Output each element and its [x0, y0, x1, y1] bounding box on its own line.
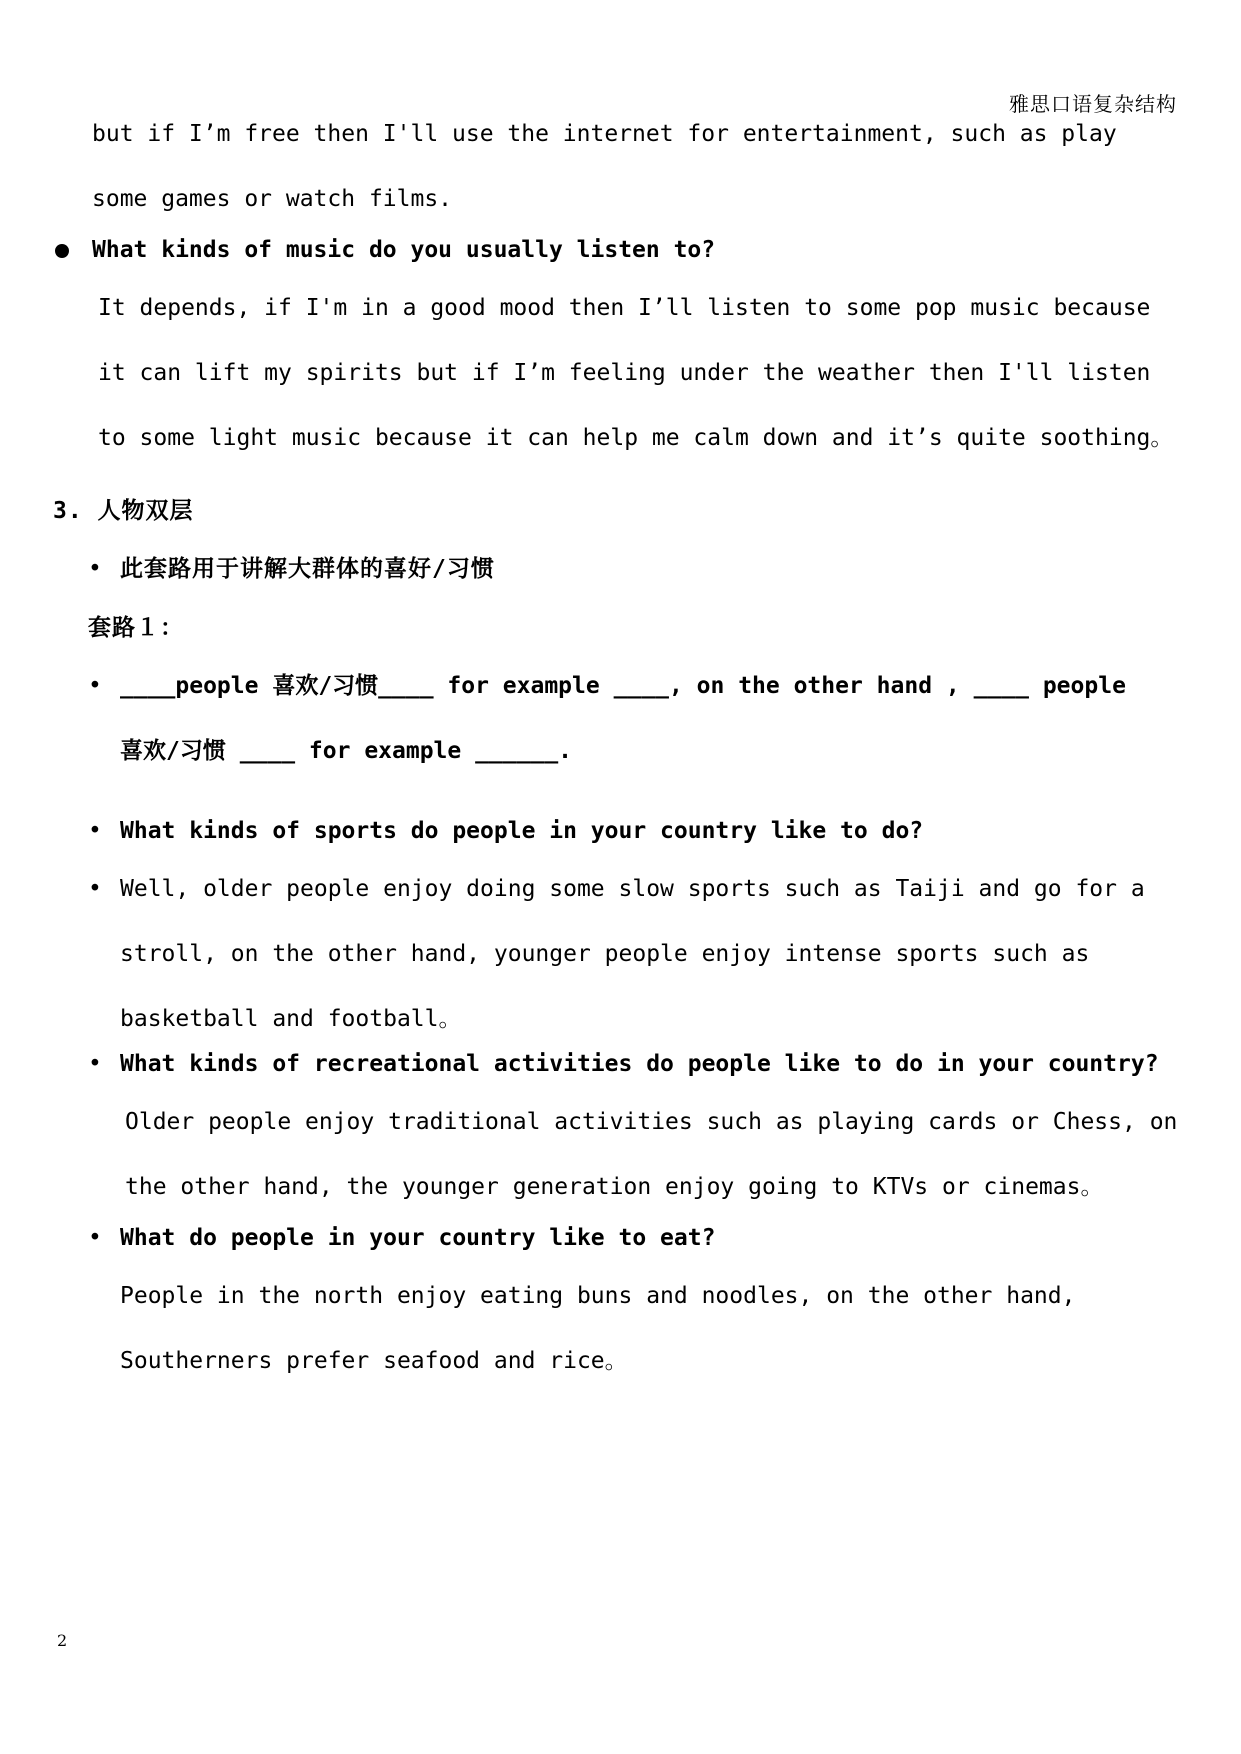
answer-line: it can lift my spirits but if I’m feeling under the weather then I'll listen	[98, 360, 1151, 386]
section-title: 3. 人物双层	[53, 498, 194, 524]
pattern-label-text: 套路１：	[88, 615, 184, 641]
pattern-label	[88, 596, 184, 661]
section-note	[120, 537, 495, 602]
pattern-template	[120, 654, 1126, 784]
answer-line: the other hand, the younger generation enjoy going to KTVs or cinemas。	[125, 1174, 1104, 1200]
answer-line: basketball and football。	[120, 1006, 462, 1032]
question-text: What kinds of sports do people in your country like to do?	[120, 818, 924, 844]
answer-line: People in the north enjoy eating buns and noodles, on the other hand,	[120, 1283, 1076, 1309]
question-music	[92, 218, 1056, 283]
bullet-icon: •	[88, 876, 102, 902]
bullet-icon: •	[88, 818, 102, 844]
paragraph-line: some games or watch films.	[92, 186, 453, 212]
intro-paragraph	[92, 102, 1117, 232]
question-text: What kinds of music do you usually listen to?	[92, 237, 716, 263]
bullet-icon: •	[88, 556, 102, 582]
answer-line: stroll, on the other hand, younger people enjoy intense sports such as	[120, 941, 1090, 967]
note-text: 此套路用于讲解大群体的喜好/习惯	[120, 556, 495, 582]
answer-line: Southerners prefer seafood and rice。	[120, 1348, 628, 1374]
answer-music	[98, 276, 1174, 471]
bullet-icon: •	[88, 1225, 102, 1251]
bullet-icon: •	[88, 1051, 102, 1077]
answer-line: Well, older people enjoy doing some slow sports such as Taiji and go for a	[120, 876, 1145, 902]
template-line: ____people 喜欢/习惯____ for example ____, on the other hand , ____ people	[120, 673, 1126, 699]
page-number: 2	[57, 1631, 68, 1650]
answer-eat	[120, 1264, 1076, 1394]
bullet-icon: •	[88, 673, 102, 699]
answer-sports	[120, 857, 1145, 1052]
bullet-dot-icon	[55, 244, 69, 258]
section-heading	[53, 479, 194, 544]
template-line: 喜欢/习惯 ____ for example ______.	[120, 738, 573, 764]
page-header: 雅思口语复杂结构	[1009, 92, 1177, 116]
answer-line: to some light music because it can help me calm down and it’s quite soothing。	[98, 425, 1174, 451]
question-text: What do people in your country like to eat?	[120, 1225, 716, 1251]
question-text: What kinds of recreational activities do people like to do in your country?	[120, 1051, 1159, 1077]
question-recreation	[120, 1032, 1159, 1097]
answer-line: It depends, if I'm in a good mood then I’ll listen to some pop music because	[98, 295, 1151, 321]
answer-recreation	[125, 1090, 1178, 1220]
paragraph-line: but if I’m free then I'll use the internet for entertainment, such as play	[92, 121, 1117, 147]
answer-line: Older people enjoy traditional activities such as playing cards or Chess, on	[125, 1109, 1178, 1135]
question-sports	[120, 799, 1056, 864]
question-eat	[120, 1206, 1056, 1271]
